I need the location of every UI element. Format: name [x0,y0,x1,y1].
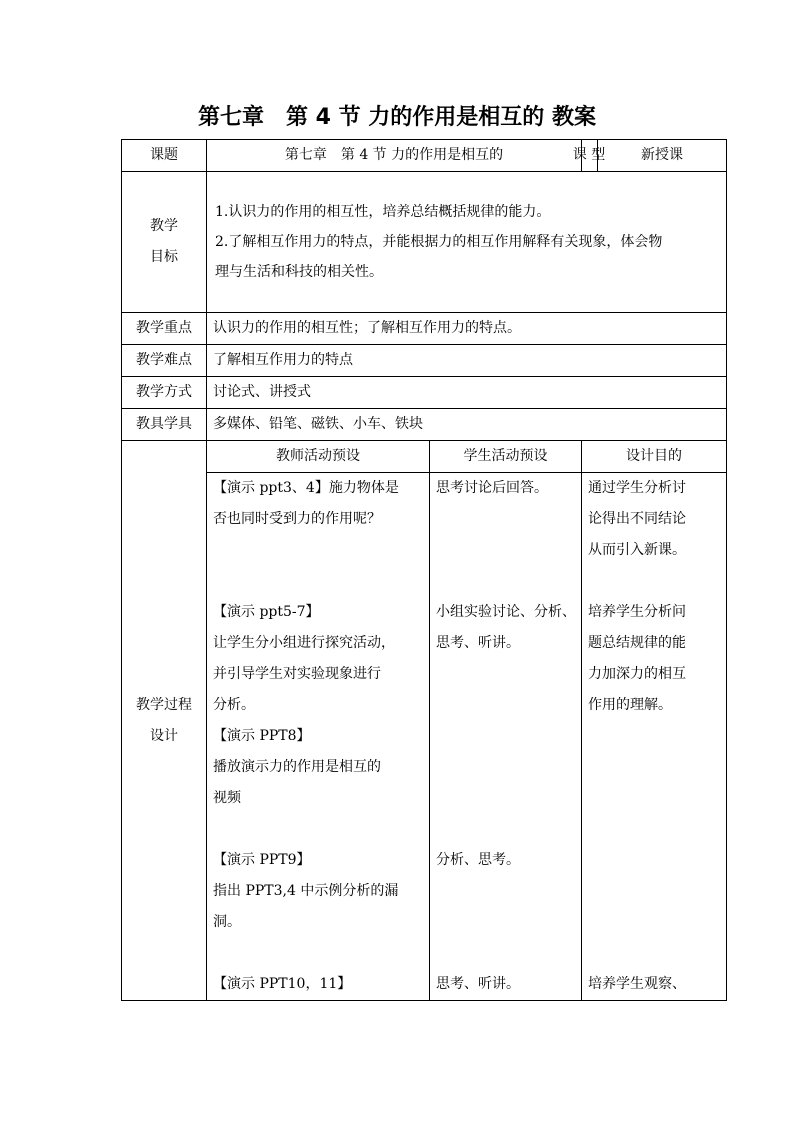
row-topic [122,140,727,172]
row-goals [122,172,727,313]
method-value: 讨论式、讲授式 [207,377,727,409]
topic-value: 第七章 第 4 节 力的作用是相互的 [207,140,582,172]
design-purpose: 通过学生分析讨 论得出不同结论 从而引入新课。 培养学生分析问 题总结规律的能 力加深力的相互 作用的理解。 培养学生观察、 [582,473,727,1001]
row-difficult-points [122,345,727,377]
header-purpose: 设计目的 [582,441,727,473]
header-student: 学生活动预设 [430,441,582,473]
method-label: 教学方式 [122,377,207,409]
tools-value: 多媒体、铅笔、磁铁、小车、铁块 [207,409,727,441]
topic-label: 课题 [122,140,207,172]
row-key-points [122,313,727,345]
key-points-value: 认识力的作用的相互性；了解相互作用力的特点。 [207,313,727,345]
difficult-points-value: 了解相互作用力的特点 [207,345,727,377]
lesson-type-value: 新授课 [598,140,727,172]
goals-label: 教学 目标 [122,172,207,313]
key-points-label: 教学重点 [122,313,207,345]
tools-label: 教具学具 [122,409,207,441]
header-teacher: 教师活动预设 [207,441,430,473]
row-tools [122,409,727,441]
row-process-headers [122,441,727,473]
row-process-body [122,473,727,1001]
goals-text: 1.认识力的作用的相互性，培养总结概括规律的能力。 2.了解相互作用力的特点，并能根据力的相互作用解释有关现象，体会物 理与生活和科技的相关性。 [207,172,727,313]
lesson-type-label: 课 型 [582,140,598,172]
student-activities: 思考讨论后回答。 小组实验讨论、分析、 思考、听讲。 分析、思考。 思考、听讲。 [430,473,582,1001]
row-method [122,377,727,409]
teacher-activities: 【演示 ppt3、4】施力物体是 否也同时受到力的作用呢？ 【演示 ppt5-7】 让学生分小组进行探究活动， 并引导学生对实验现象进行 分析。 【演示 PPT8】 播放演示力的作用是相互的 视频 【演示 PPT9】 指出 PPT3,4 中示例分析的漏 洞。 【演示 PPT10，11】 [207,473,430,1001]
page-title: 第七章 第 4 节 力的作用是相互的 教案 [198,105,596,130]
process-label: 教学过程 设计 [122,441,207,1001]
lesson-plan-table [121,139,727,1001]
difficult-points-label: 教学难点 [122,345,207,377]
